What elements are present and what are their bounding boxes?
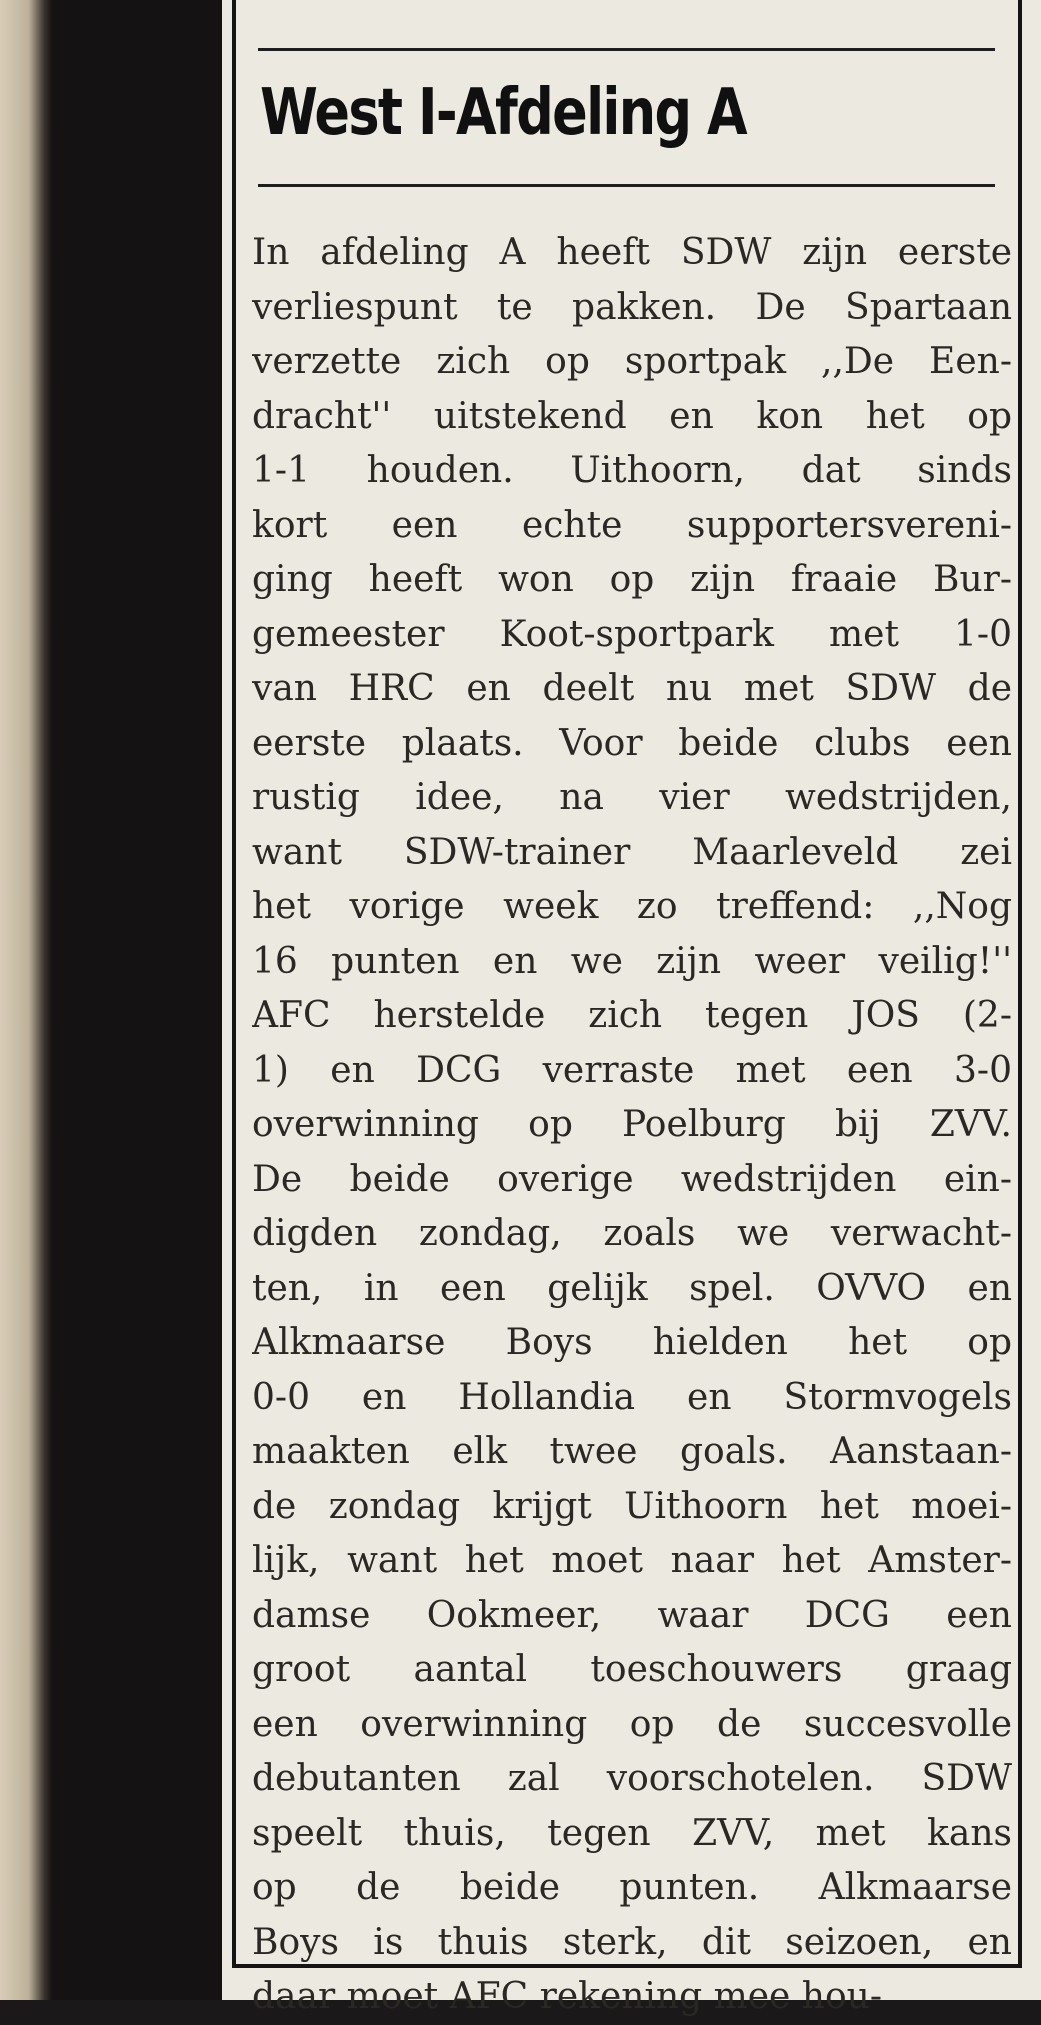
article-line: dracht'' uitstekend en kon het op (252, 395, 1012, 437)
background-page-edge (0, 0, 52, 2000)
article-line: 1-1 houden. Uithoorn, dat sinds (252, 450, 1012, 491)
article-line: damse Ookmeer, waar DCG een (252, 1594, 1012, 1636)
article-line: AFC herstelde zich tegen JOS (2- (252, 995, 1012, 1036)
article-line: 0-0 en Hollandia en Stormvogels (252, 1376, 1012, 1418)
article-line: 1) en DCG verraste met een 3-0 (252, 1049, 1012, 1091)
article-line: verliespunt te pakken. De Spartaan (252, 286, 1012, 328)
article-line: de zondag krijgt Uithoorn het moei- (252, 1485, 1012, 1527)
article-line: gemeester Koot-sportpark met 1-0 (252, 613, 1012, 655)
article-line: overwinning op Poelburg bij ZVV. (252, 1104, 1012, 1145)
article-line: ging heeft won op zijn fraaie Bur- (252, 559, 1012, 600)
article-body (252, 226, 1012, 2025)
article-line: een overwinning op de succesvolle (252, 1703, 1012, 1745)
article-line: het vorige week zo treffend: ,,Nog (252, 886, 1012, 927)
article-line: daar moet AFC rekening mee hou- (252, 1976, 883, 2017)
article-line: groot aantal toeschouwers graag (252, 1649, 1012, 1690)
article-line: kort een echte supportersvereni- (252, 504, 1012, 546)
article-line: rustig idee, na vier wedstrijden, (252, 777, 1012, 818)
article-line: want SDW-trainer Maarleveld zei (252, 831, 1012, 873)
article-line: speelt thuis, tegen ZVV, met kans (252, 1812, 1012, 1854)
article-line: van HRC en deelt nu met SDW de (252, 668, 1012, 709)
article-line: Boys is thuis sterk, dit seizoen, en (252, 1921, 1012, 1963)
article-line: ten, in een gelijk spel. OVVO en (252, 1267, 1012, 1309)
article-line: 16 punten en we zijn weer veilig!'' (252, 940, 1012, 982)
headline-rule-top (258, 48, 995, 51)
article-line: In afdeling A heeft SDW zijn eerste (252, 232, 1012, 273)
article-line: debutanten zal voorschotelen. SDW (252, 1758, 1012, 1799)
article-line: digden zondag, zoals we verwacht- (252, 1213, 1012, 1254)
article-line: verzette zich op sportpak ,,De Een- (252, 341, 1012, 382)
article-line: lijk, want het moet naar het Amster- (252, 1540, 1012, 1581)
article-headline: West I-Afdeling A (260, 76, 747, 150)
article-line: eerste plaats. Voor beide clubs een (252, 722, 1012, 764)
article-line: De beide overige wedstrijden ein- (252, 1158, 1012, 1200)
background-dark-surface (52, 0, 222, 2000)
headline-rule-bottom (258, 184, 995, 187)
article-line: op de beide punten. Alkmaarse (252, 1867, 1012, 1908)
article-line: Alkmaarse Boys hielden het op (252, 1322, 1012, 1363)
article-line: maakten elk twee goals. Aanstaan- (252, 1431, 1012, 1472)
